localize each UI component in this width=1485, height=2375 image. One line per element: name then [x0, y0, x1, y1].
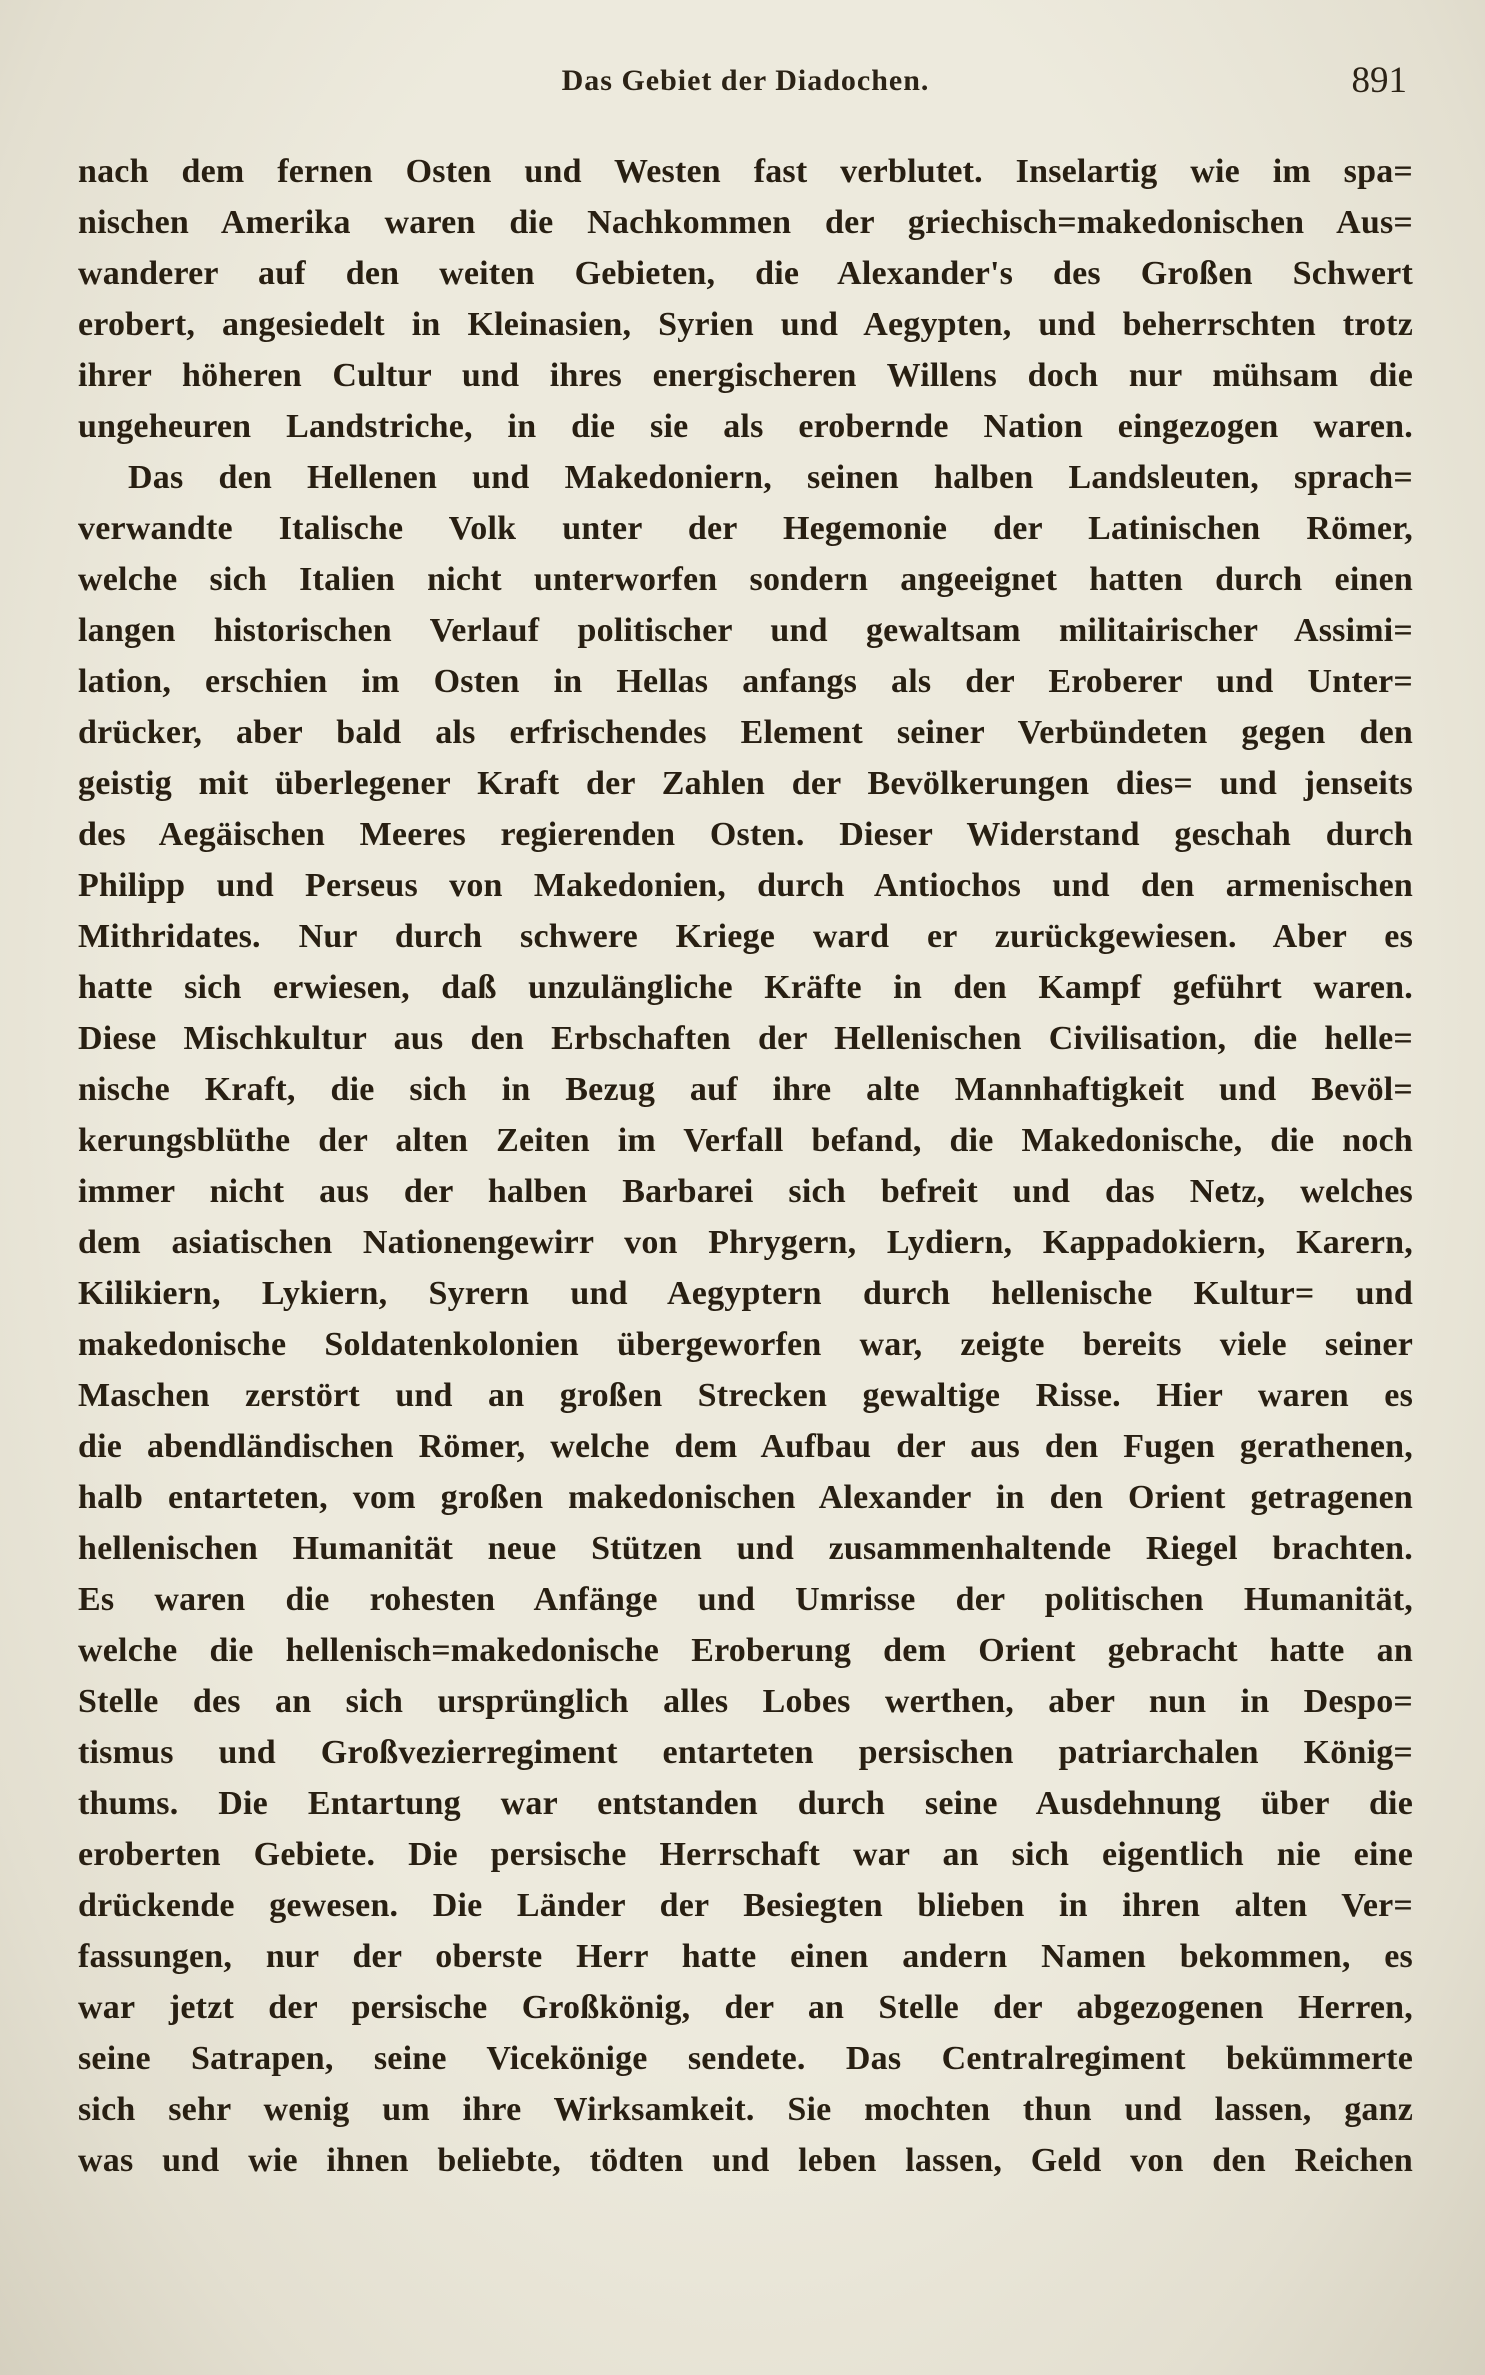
- text-line: war jetzt der persische Großkönig, der an Stelle der abgezogenen Herren,: [78, 1989, 1413, 2026]
- text-line: hatte sich erwiesen, daß unzulängliche Kräfte in den Kampf geführt waren.: [78, 969, 1413, 1006]
- text-line: dem asiatischen Nationengewirr von Phrygern, Lydiern, Kappadokiern, Karern,: [78, 1224, 1413, 1261]
- text-line: wanderer auf den weiten Gebieten, die Alexander's des Großen Schwert: [78, 255, 1413, 292]
- text-line: kerungsblüthe der alten Zeiten im Verfall befand, die Makedonische, die noch: [78, 1122, 1413, 1159]
- text-line: tismus und Großvezierregiment entarteten persischen patriarchalen König=: [78, 1734, 1413, 1771]
- page-header: [78, 58, 1413, 104]
- text-line: nische Kraft, die sich in Bezug auf ihre alte Mannhaftigkeit und Bevöl=: [78, 1071, 1413, 1108]
- text-line: welche die hellenisch=makedonische Eroberung dem Orient gebracht hatte an: [78, 1632, 1413, 1669]
- text-line: makedonische Soldatenkolonien übergeworfen war, zeigte bereits viele seiner: [78, 1326, 1413, 1363]
- text-line: Diese Mischkultur aus den Erbschaften der Hellenischen Civilisation, die helle=: [78, 1020, 1413, 1057]
- text-line: eroberten Gebiete. Die persische Herrschaft war an sich eigentlich nie eine: [78, 1836, 1413, 1873]
- text-line: nach dem fernen Osten und Westen fast verblutet. Inselartig wie im spa=: [78, 153, 1413, 190]
- text-line: fassungen, nur der oberste Herr hatte einen andern Namen bekommen, es: [78, 1938, 1413, 1975]
- text-line: langen historischen Verlauf politischer und gewaltsam militairischer Assimi=: [78, 612, 1413, 649]
- text-line: nischen Amerika waren die Nachkommen der griechisch=makedonischen Aus=: [78, 204, 1413, 241]
- text-line: geistig mit überlegener Kraft der Zahlen der Bevölkerungen dies= und jenseits: [78, 765, 1413, 802]
- text-line: was und wie ihnen beliebte, tödten und leben lassen, Geld von den Reichen: [78, 2142, 1413, 2179]
- text-line: welche sich Italien nicht unterworfen sondern angeeignet hatten durch einen: [78, 561, 1413, 598]
- page-number: 891: [1351, 60, 1407, 101]
- text-line: Kilikiern, Lykiern, Syrern und Aegyptern durch hellenische Kultur= und: [78, 1275, 1413, 1312]
- text-line: ihrer höheren Cultur und ihres energischeren Willens doch nur mühsam die: [78, 357, 1413, 394]
- text-line: Mithridates. Nur durch schwere Kriege ward er zurückgewiesen. Aber es: [78, 918, 1413, 955]
- text-block: [78, 58, 1413, 2186]
- text-line: die abendländischen Römer, welche dem Aufbau der aus den Fugen gerathenen,: [78, 1428, 1413, 1465]
- text-line: drücker, aber bald als erfrischendes Element seiner Verbündeten gegen den: [78, 714, 1413, 751]
- text-line: Das den Hellenen und Makedoniern, seinen halben Landsleuten, sprach=: [128, 459, 1413, 496]
- text-line: lation, erschien im Osten in Hellas anfangs als der Eroberer und Unter=: [78, 663, 1413, 700]
- text-line: erobert, angesiedelt in Kleinasien, Syrien und Aegypten, und beherrschten trotz: [78, 306, 1413, 343]
- text-line: des Aegäischen Meeres regierenden Osten. Dieser Widerstand geschah durch: [78, 816, 1413, 853]
- text-line: Maschen zerstört und an großen Strecken gewaltige Risse. Hier waren es: [78, 1377, 1413, 1414]
- text-line: immer nicht aus der halben Barbarei sich befreit und das Netz, welches: [78, 1173, 1413, 1210]
- text-line: sich sehr wenig um ihre Wirksamkeit. Sie mochten thun und lassen, ganz: [78, 2091, 1413, 2128]
- text-line: Philipp und Perseus von Makedonien, durch Antiochos und den armenischen: [78, 867, 1413, 904]
- text-line: hellenischen Humanität neue Stützen und zusammenhaltende Riegel brachten.: [78, 1530, 1413, 1567]
- text-line: ungeheuren Landstriche, in die sie als erobernde Nation eingezogen waren.: [78, 408, 1413, 445]
- body-text: [78, 146, 1413, 2186]
- text-line: Stelle des an sich ursprünglich alles Lobes werthen, aber nun in Despo=: [78, 1683, 1413, 1720]
- text-line: drückende gewesen. Die Länder der Besiegten blieben in ihren alten Ver=: [78, 1887, 1413, 1924]
- paragraph: [78, 452, 1413, 2186]
- running-title: Das Gebiet der Diadochen.: [561, 64, 930, 97]
- text-line: seine Satrapen, seine Vicekönige sendete. Das Centralregiment bekümmerte: [78, 2040, 1413, 2077]
- text-line: thums. Die Entartung war entstanden durch seine Ausdehnung über die: [78, 1785, 1413, 1822]
- text-line: halb entarteten, vom großen makedonischen Alexander in den Orient getragenen: [78, 1479, 1413, 1516]
- paragraph: [78, 146, 1413, 452]
- text-line: verwandte Italische Volk unter der Hegemonie der Latinischen Römer,: [78, 510, 1413, 547]
- text-line: Es waren die rohesten Anfänge und Umrisse der politischen Humanität,: [78, 1581, 1413, 1618]
